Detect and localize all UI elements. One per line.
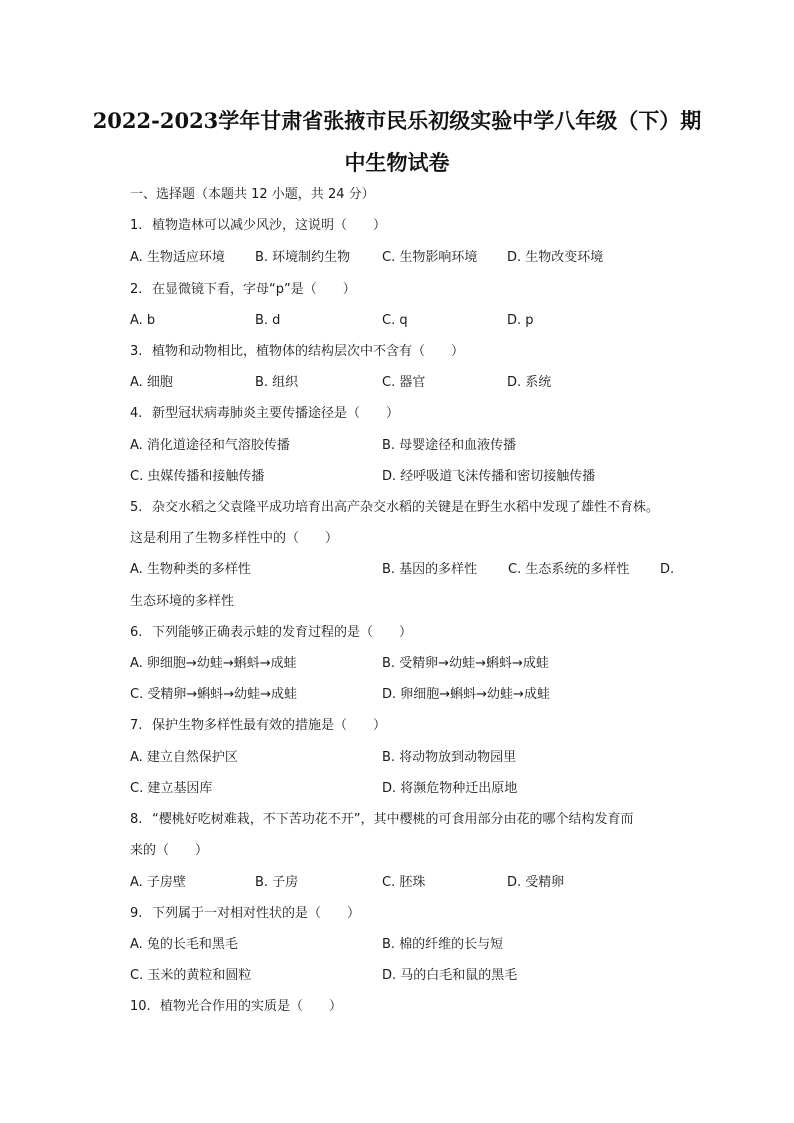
section-heading: 一、选择题（本题共 12 小题，共 24 分） <box>130 187 375 202</box>
option-3d: D. 系统 <box>507 375 552 390</box>
question-text: 植物光合作用的实质是（ ） <box>160 999 343 1014</box>
option-7d: D. 将濒危物种迁出原地 <box>382 781 518 796</box>
question-8-continued: 来的（ ） <box>130 843 209 858</box>
option-9d: D. 马的白毛和鼠的黑毛 <box>382 968 518 983</box>
option-5c: C. 生态系统的多样性 <box>508 562 630 577</box>
question-number: 3. <box>130 344 143 359</box>
option-8d: D. 受精卵 <box>507 875 565 890</box>
question-number: 6. <box>130 625 143 640</box>
question-7 <box>130 717 386 735</box>
option-5d-text: 生态环境的多样性 <box>130 594 235 609</box>
option-2b: B. d <box>255 313 281 328</box>
option-4c: C. 虫媒传播和接触传播 <box>130 469 265 484</box>
question-number: 10. <box>130 999 151 1014</box>
option-1a: A. 生物适应环境 <box>130 250 225 265</box>
question-number: 7. <box>130 718 143 733</box>
option-5a: A. 生物种类的多样性 <box>130 562 251 577</box>
option-7b: B. 将动物放到动物园里 <box>382 750 517 765</box>
option-6b: B. 受精卵→幼蛙→蝌蚪→成蛙 <box>382 656 549 671</box>
option-2a: A. b <box>130 313 156 328</box>
question-2 <box>130 281 356 299</box>
option-6c: C. 受精卵→蝌蚪→幼蛙→成蛙 <box>130 687 298 702</box>
exam-title-line-2: 中生物试卷 <box>344 150 450 175</box>
exam-title-line-1: 2022-2023学年甘肃省张掖市民乐初级实验中学八年级（下）期 <box>92 108 702 133</box>
question-number: 4. <box>130 406 143 421</box>
option-7c: C. 建立基因库 <box>130 781 213 796</box>
option-6a: A. 卵细胞→幼蛙→蝌蚪→成蛙 <box>130 656 297 671</box>
option-3b: B. 组织 <box>255 375 299 390</box>
question-number: 8. <box>130 812 143 827</box>
question-3 <box>130 343 464 361</box>
question-text: 下列属于一对相对性状的是（ ） <box>152 906 361 921</box>
question-text: 新型冠状病毒肺炎主要传播途径是（ ） <box>152 406 400 421</box>
option-6d: D. 卵细胞→蝌蚪→幼蛙→成蛙 <box>382 687 550 702</box>
question-1 <box>130 217 386 235</box>
option-1c: C. 生物影响环境 <box>382 250 478 265</box>
option-9a: A. 兔的长毛和黑毛 <box>130 937 238 952</box>
question-number: 5. <box>130 500 143 515</box>
question-text: “樱桃好吃树难栽，不下苦功花不开”，其中樱桃的可食用部分由花的哪个结构发育而 <box>152 812 634 827</box>
question-5 <box>130 499 659 517</box>
option-4b: B. 母婴途径和血液传播 <box>382 438 517 453</box>
question-6 <box>130 624 412 642</box>
question-text: 植物造林可以减少风沙，这说明（ ） <box>152 218 387 233</box>
question-number: 2. <box>130 282 143 297</box>
option-3a: A. 细胞 <box>130 375 173 390</box>
option-5b: B. 基因的多样性 <box>382 562 478 577</box>
question-5-continued: 这是利用了生物多样性中的（ ） <box>130 531 339 546</box>
option-8c: C. 胚珠 <box>382 875 426 890</box>
question-text: 植物和动物相比，植物体的结构层次中不含有（ ） <box>152 344 465 359</box>
option-7a: A. 建立自然保护区 <box>130 750 238 765</box>
option-8b: B. 子房 <box>255 875 299 890</box>
question-4 <box>130 405 399 423</box>
option-8a: A. 子房壁 <box>130 875 186 890</box>
option-5d: D. <box>660 562 675 577</box>
option-9b: B. 棉的纤维的长与短 <box>382 937 504 952</box>
option-4d: D. 经呼吸道飞沫传播和密切接触传播 <box>382 469 596 484</box>
option-9c: C. 玉米的黄粒和圆粒 <box>130 968 252 983</box>
question-10 <box>130 998 342 1016</box>
option-1d: D. 生物改变环境 <box>507 250 604 265</box>
question-9 <box>130 905 360 923</box>
option-4a: A. 消化道途径和气溶胶传播 <box>130 438 290 453</box>
question-number: 9. <box>130 906 143 921</box>
question-text: 在显微镜下看，字母“p”是（ ） <box>152 282 356 297</box>
option-3c: C. 器官 <box>382 375 426 390</box>
question-text: 保护生物多样性最有效的措施是（ ） <box>152 718 387 733</box>
option-2c: C. q <box>382 313 408 328</box>
question-8 <box>130 811 633 829</box>
option-1b: B. 环境制约生物 <box>255 250 351 265</box>
question-number: 1. <box>130 218 143 233</box>
question-text: 杂交水稻之父袁隆平成功培育出高产杂交水稻的关键是在野生水稻中发现了雄性不育株。 <box>152 500 660 515</box>
option-2d: D. p <box>507 313 534 328</box>
question-text: 下列能够正确表示蛙的发育过程的是（ ） <box>152 625 413 640</box>
